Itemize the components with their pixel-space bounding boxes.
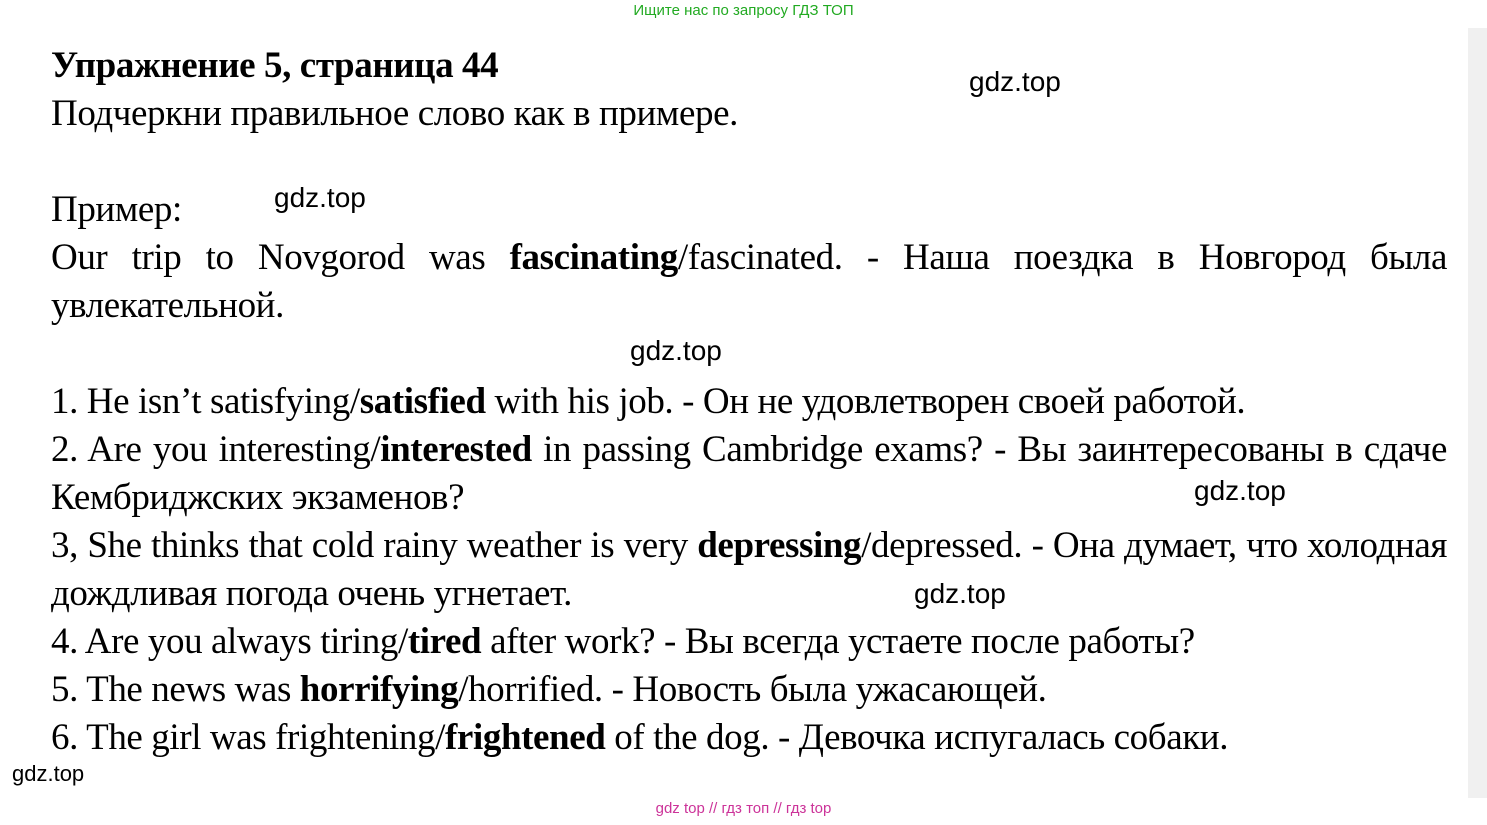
list-item xyxy=(51,426,1447,522)
watermark: gdz.top xyxy=(12,761,85,786)
list-item xyxy=(51,522,1447,618)
item-text-after: in passing Cambridge exams? - Вы заинтересованы в сдаче Кембриджских экзаменов? xyxy=(51,429,1448,518)
top-banner: Ищите нас по запросу ГДЗ ТОП xyxy=(633,2,854,19)
watermark: gdz.top xyxy=(1194,475,1286,506)
item-answer: interested xyxy=(380,429,532,470)
list-item xyxy=(51,378,1447,426)
item-text-after: after work? - Вы всегда устаете после работы? xyxy=(481,621,1195,662)
watermark: gdz.top xyxy=(274,182,366,213)
item-text-after: with his job. - Он не удовлетворен своей работой. xyxy=(485,381,1246,422)
item-text-before: 4. Are you always tiring/ xyxy=(51,621,408,662)
exercise-content xyxy=(51,42,1447,762)
list-item xyxy=(51,714,1447,762)
example-label: Пример: xyxy=(51,189,182,230)
item-answer: frightened xyxy=(445,717,606,758)
list-item xyxy=(51,666,1447,714)
example-text-after: /fascinated. - Наша поездка в Новгород была увлекательной. xyxy=(51,237,1447,326)
watermark: gdz.top xyxy=(630,335,722,366)
example-answer: fascinating xyxy=(509,237,678,278)
list-item xyxy=(51,618,1447,666)
instruction-text: Подчеркни правильное слово как в примере. xyxy=(51,93,738,134)
item-text-before: 1. He isn’t satisfying/ xyxy=(51,381,360,422)
example-sentence xyxy=(51,234,1447,330)
page-title: Упражнение 5, страница 44 xyxy=(51,45,499,86)
item-text-before: 6. The girl was frightening/ xyxy=(51,717,446,758)
item-answer: depressing xyxy=(697,525,862,566)
spacer xyxy=(51,330,1447,378)
item-text-before: 3, She thinks that cold rainy weather is very xyxy=(51,525,698,566)
item-answer: tired xyxy=(407,621,482,662)
footer: gdz top // гдз топ // гдз top xyxy=(655,800,832,817)
watermark: gdz.top xyxy=(969,66,1061,97)
item-text-after: /depressed. - Она думает, что холодная дождливая погода очень угнетает. xyxy=(51,525,1447,614)
scrollbar[interactable] xyxy=(1468,28,1487,798)
item-text-before: 2. Are you interesting/ xyxy=(51,429,381,470)
item-text-after: of the dog. - Девочка испугалась собаки. xyxy=(605,717,1229,758)
item-answer: satisfied xyxy=(359,381,486,422)
watermark: gdz.top xyxy=(914,578,1006,609)
spacer xyxy=(51,138,1447,186)
example-text-before: Our trip to Novgorod was xyxy=(51,237,510,278)
item-answer: horrifying xyxy=(299,669,459,710)
item-text-before: 5. The news was xyxy=(51,669,300,710)
item-text-after: /horrified. - Новость была ужасающей. xyxy=(458,669,1047,710)
